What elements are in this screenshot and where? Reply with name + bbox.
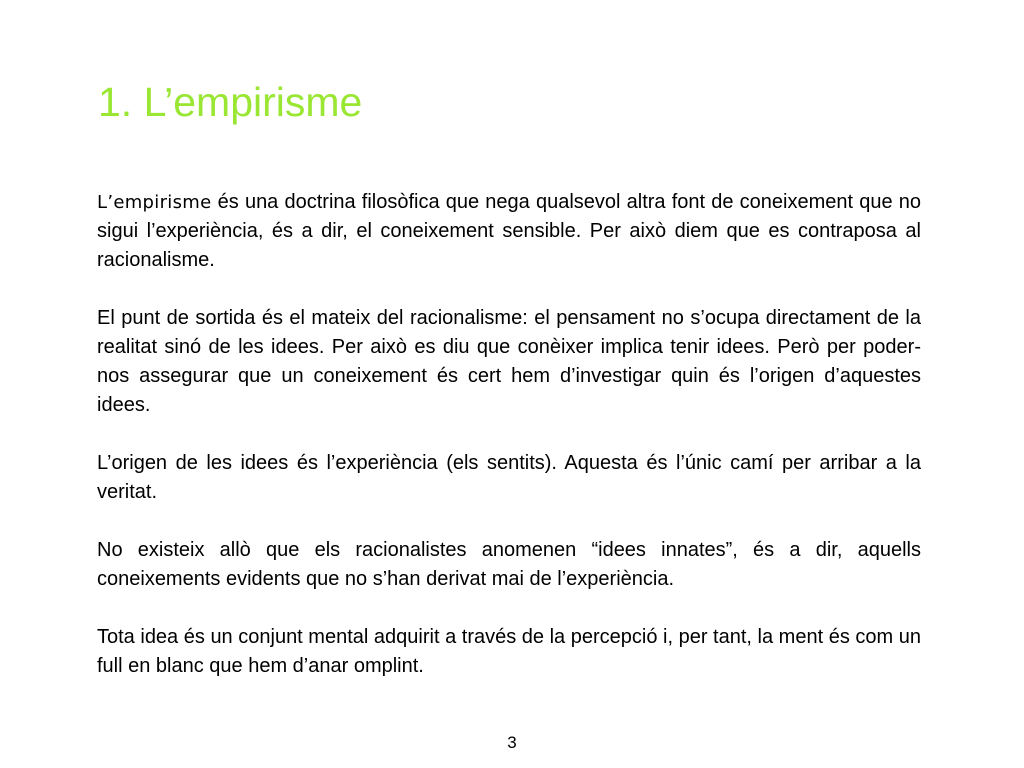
paragraph-blank-slate: Tota idea és un conjunt mental adquirit a través de la percepció i, per tant, la ment és com un full en blanc que hem d’anar omplint.: [97, 626, 921, 677]
paragraph-origin-of-ideas: L’origen de les idees és l’experiència (els sentits). Aquesta és l’únic camí per arribar a la veritat.: [97, 452, 921, 503]
slide-body: [97, 188, 921, 681]
page-number: 3: [507, 733, 517, 752]
paragraph-starting-point: El punt de sortida és el mateix del racionalisme: el pensament no s’ocupa directament de la realitat sinó de les idees. Per això es diu que conèixer implica tenir idees. Però per poder-nos assegurar que un coneixement és cert hem d’investigar quin és l’origen d’aquestes idees.: [97, 307, 921, 416]
slide-title: 1. L’empirisme: [98, 79, 363, 125]
term-empirisme: L’empirisme: [97, 192, 212, 213]
paragraph-innate-ideas: No existeix allò que els racionalistes anomenen “idees innates”, és a dir, aquells coneixements evidents que no s’han derivat mai de l’experiència.: [97, 539, 921, 590]
paragraph-definition: [97, 188, 921, 275]
paragraph-text: és una doctrina filosòfica que nega qualsevol altra font de coneixement que no sigui l’experiència, és a dir, el coneixement sensible. Per això diem que es contraposa al racionalisme.: [97, 191, 921, 271]
